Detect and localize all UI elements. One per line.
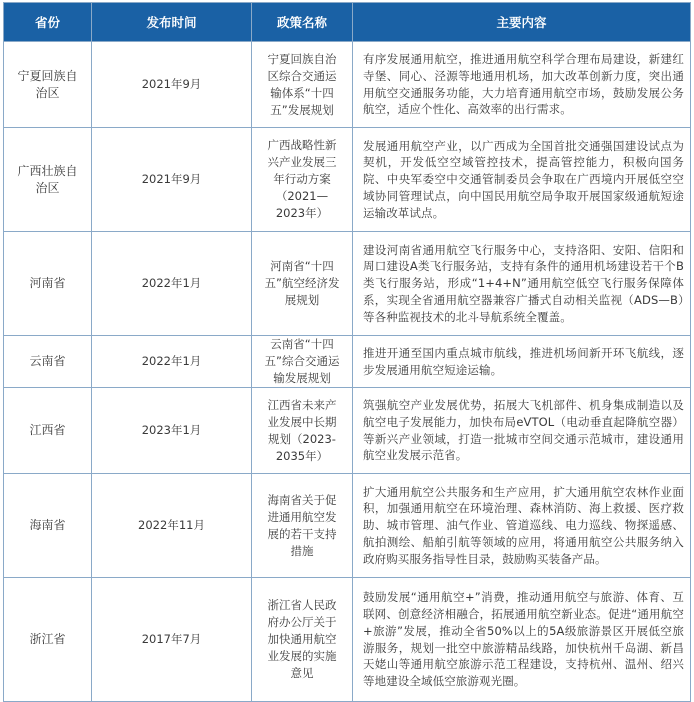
table-row (4, 42, 691, 128)
policy-table (3, 2, 691, 702)
table-row (4, 232, 691, 336)
cell-content: 发展通用航空产业，以广西成为全国首批交通强国建设试点为契机，开发低空空域管控技术，提高管控能力，积极向国务院、中央军委空中交通管制委员会争取在广西境内开展低空空域协同管理试点，向中国民用航空局争取开展国家级通航短途运输改革试点。 (353, 128, 691, 232)
cell-policy: 浙江省人民政府办公厅关于加快通用航空业发展的实施意见 (252, 578, 353, 702)
cell-province: 海南省 (4, 474, 92, 578)
cell-content: 扩大通用航空公共服务和生产应用，扩大通用航空农林作业面积，加强通用航空在环境治理、森林消防、海上救援、医疗救助、城市管理、油气作业、管道巡线、电力巡线、物探遥感、航拍测绘、船舶引航等领域的应用，将通用航空公共服务纳入政府购买服务指导性目录，鼓励购买装备产品。 (353, 474, 691, 578)
header-content: 主要内容 (353, 3, 691, 42)
cell-content: 建设河南省通用航空飞行服务中心，支持洛阳、安阳、信阳和周口建设A类飞行服务站，支持有条件的通用机场建设若干个B类飞行服务站，形成“1+4+N”通用航空低空飞行服务保障体系，实现全省通用航空器兼容广播式自动相关监视（ADS—B）等各种监视技术的北斗导航系统全覆盖。 (353, 232, 691, 336)
cell-date: 2017年7月 (92, 578, 252, 702)
cell-province: 浙江省 (4, 578, 92, 702)
cell-policy: 海南省关于促进通用航空发展的若干支持措施 (252, 474, 353, 578)
cell-date: 2022年1月 (92, 232, 252, 336)
cell-policy: 宁夏回族自治区综合交通运输体系“十四五”发展规划 (252, 42, 353, 128)
table-row (4, 336, 691, 388)
cell-date: 2021年9月 (92, 42, 252, 128)
cell-content: 有序发展通用航空，推进通用航空科学合理布局建设，新建红寺堡、同心、泾源等地通用机场，加大改革创新力度，突出通用航空交通服务功能，大力培育通用航空市场，鼓励发展公务航空，适应个性化、高效率的出行需求。 (353, 42, 691, 128)
cell-content: 鼓励发展“通用航空+”消费，推动通用航空与旅游、体育、互联网、创意经济相融合，拓展通用航空新业态。促进“通用航空+旅游”发展，推动全省50%以上的5A级旅游景区开展低空旅游服务，规划一批空中旅游精品线路，加快杭州千岛湖、新昌天姥山等通用航空旅游示范工程建设，支持杭州、温州、绍兴等地建设全域低空旅游观光圈。 (353, 578, 691, 702)
cell-province: 宁夏回族自治区 (4, 42, 92, 128)
header-province: 省份 (4, 3, 92, 42)
cell-province: 河南省 (4, 232, 92, 336)
table-row (4, 128, 691, 232)
table-row (4, 388, 691, 474)
cell-province: 云南省 (4, 336, 92, 388)
header-policy: 政策名称 (252, 3, 353, 42)
table-row (4, 474, 691, 578)
cell-date: 2022年1月 (92, 336, 252, 388)
table-header-row (4, 3, 691, 42)
cell-policy: 云南省“十四五”综合交通运输发展规划 (252, 336, 353, 388)
cell-content: 筑强航空产业发展优势，拓展大飞机部件、机身集成制造以及航空电子发展能力，加快布局eVTOL（电动垂直起降航空器）等新兴产业领域，打造一批城市空间交通示范城市，建设通用航空业发展示范省。 (353, 388, 691, 474)
header-date: 发布时间 (92, 3, 252, 42)
cell-policy: 广西战略性新兴产业发展三年行动方案（2021—2023年） (252, 128, 353, 232)
cell-date: 2023年1月 (92, 388, 252, 474)
cell-date: 2021年9月 (92, 128, 252, 232)
cell-policy: 江西省未来产业发展中长期规划（2023-2035年） (252, 388, 353, 474)
cell-content: 推进开通至国内重点城市航线，推进机场间新开环飞航线，逐步发展通用航空短途运输。 (353, 336, 691, 388)
cell-date: 2022年11月 (92, 474, 252, 578)
table-row (4, 578, 691, 702)
cell-province: 广西壮族自治区 (4, 128, 92, 232)
cell-province: 江西省 (4, 388, 92, 474)
cell-policy: 河南省“十四五”航空经济发展规划 (252, 232, 353, 336)
